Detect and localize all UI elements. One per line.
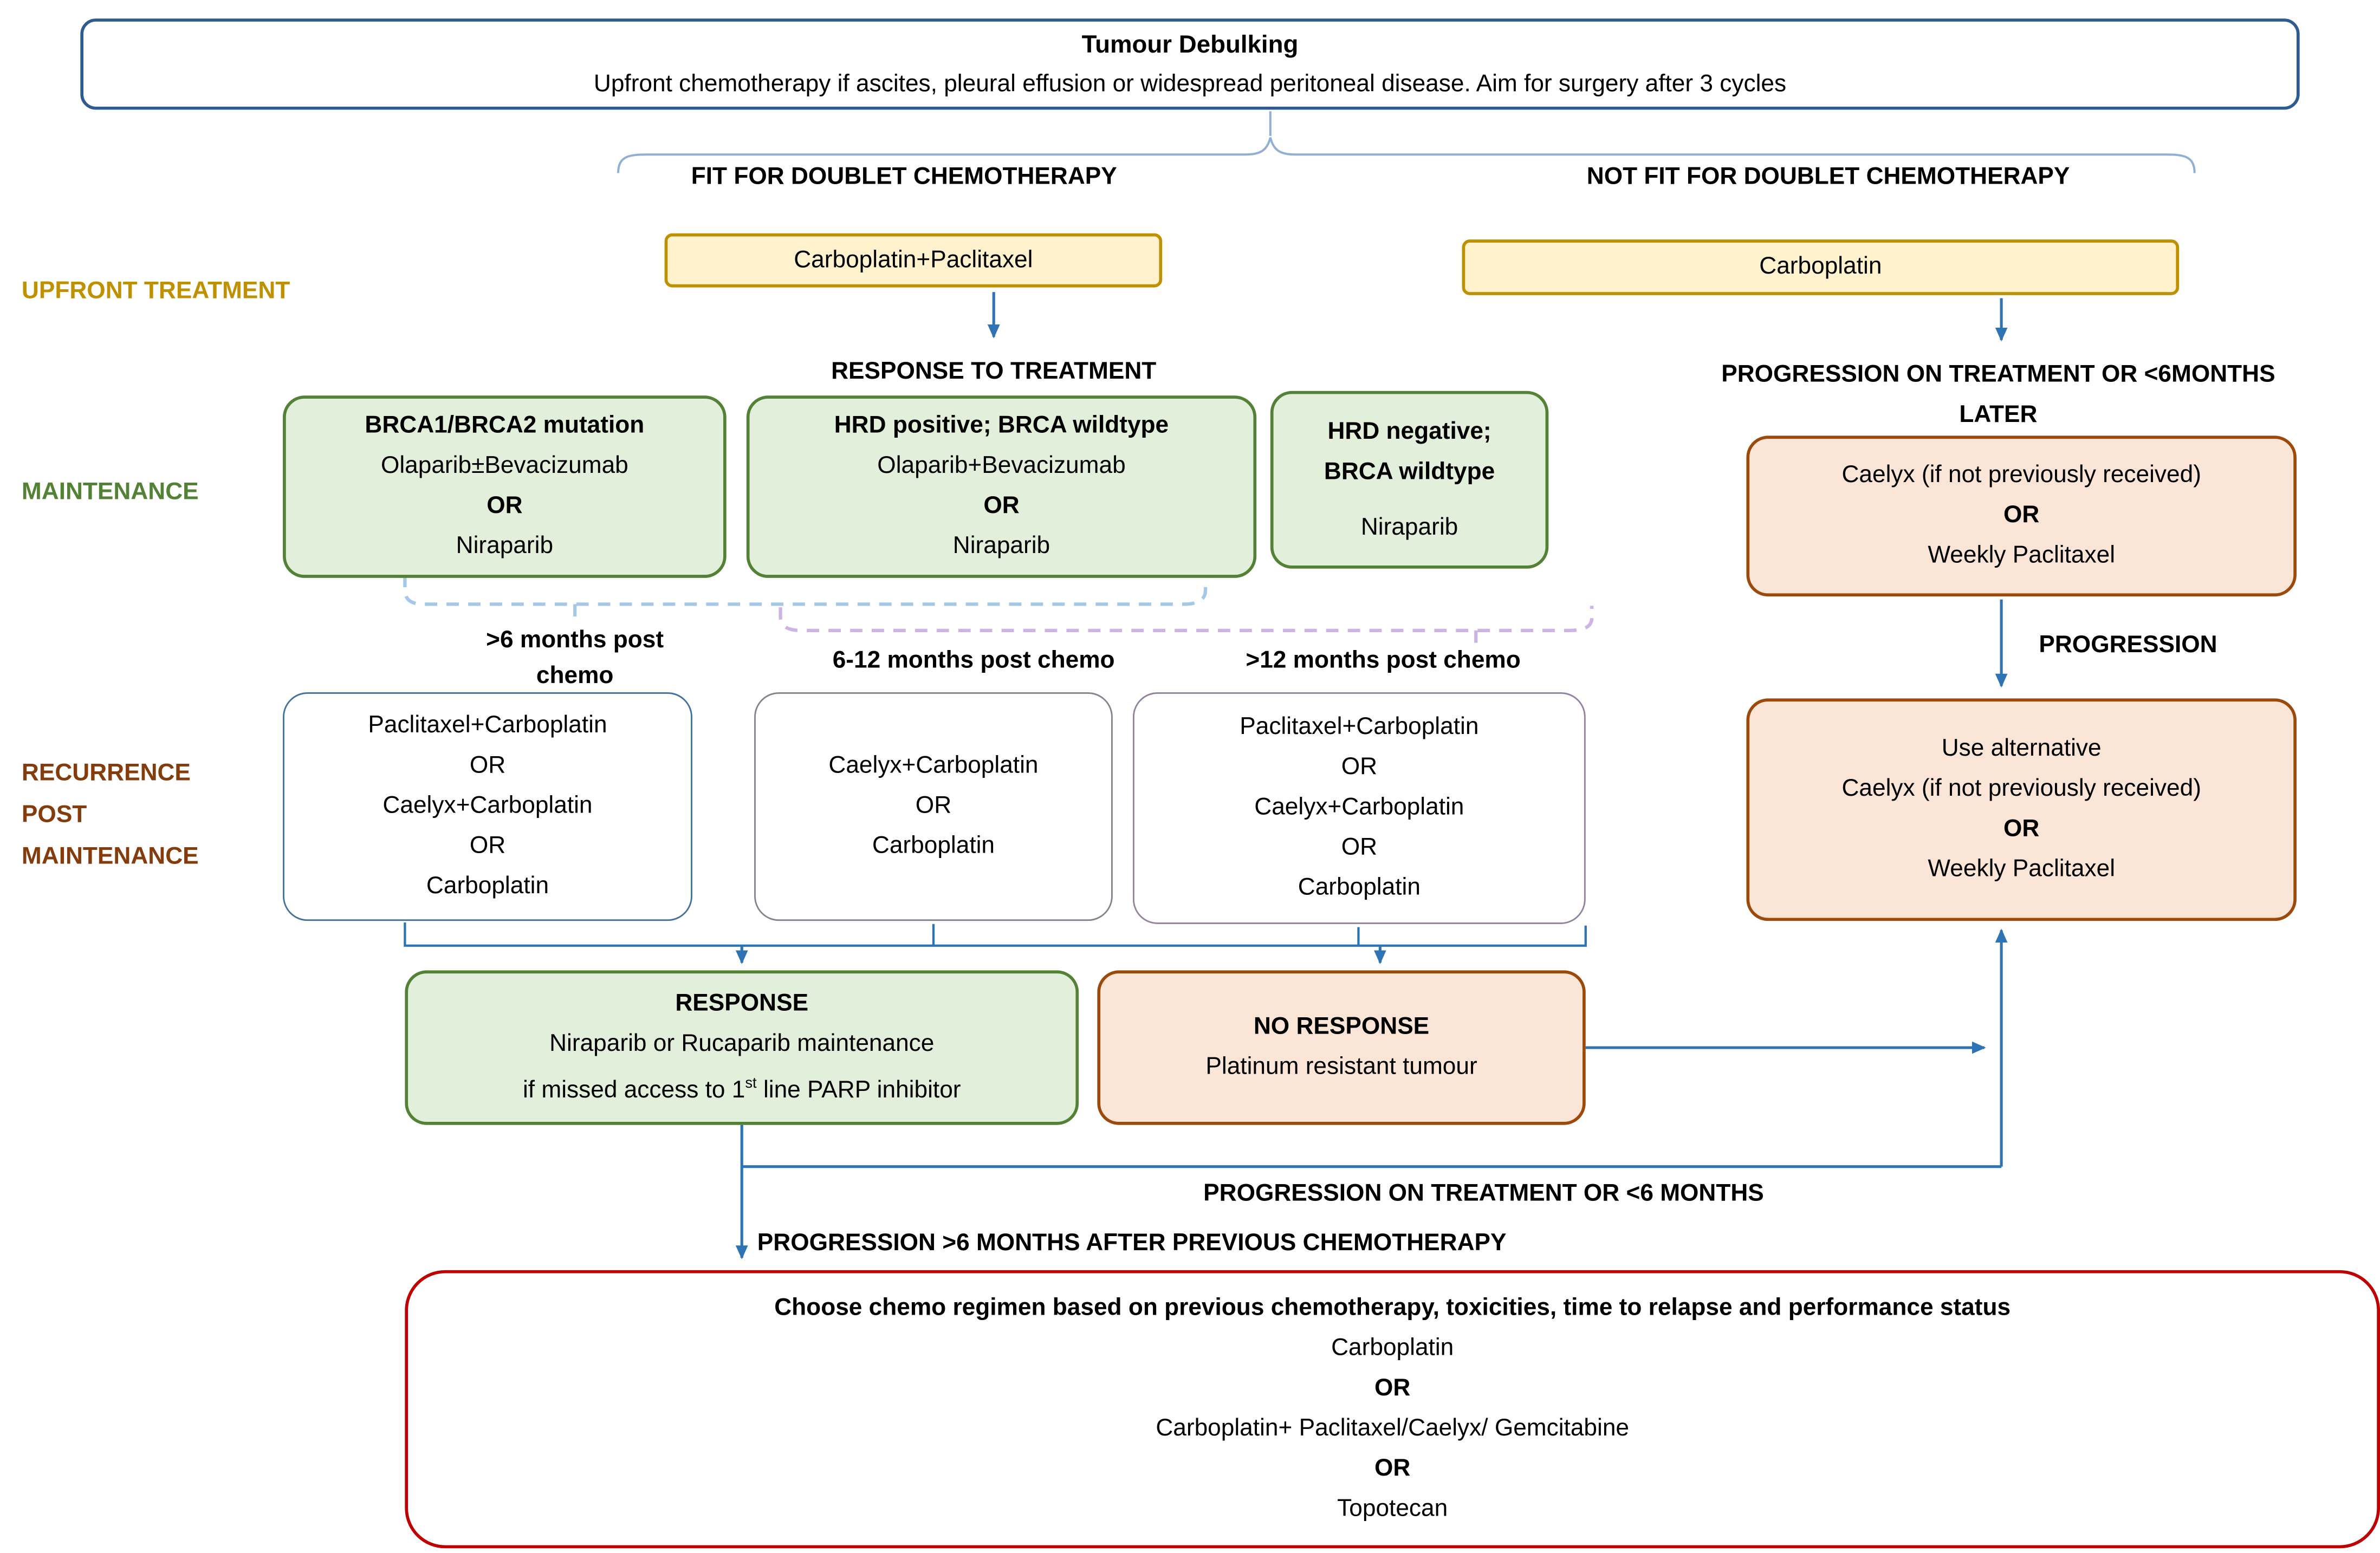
recurrence-box2-or: OR [915, 792, 952, 819]
progression-label: PROGRESSION [2039, 632, 2217, 659]
brca-box-line2: Olaparib±Bevacizumab [380, 452, 628, 479]
hrd-positive-box [747, 395, 1256, 578]
recurrence-box1-line1: Paclitaxel+Carboplatin [368, 712, 607, 739]
progression-lt6-header: PROGRESSION ON TREATMENT OR <6 MONTHS [1203, 1180, 1764, 1207]
response-line3-pre: if missed access to 1 [522, 1077, 745, 1103]
hrd-positive-or: OR [983, 492, 1020, 519]
row-label-recurrence [22, 752, 199, 878]
recurrence-box3-or2: OR [1341, 834, 1378, 861]
final-box-option3: Topotecan [1337, 1496, 1448, 1522]
hrd-negative-line3: Niraparib [1360, 514, 1458, 540]
hrd-negative-box [1270, 391, 1548, 569]
recurrence-box1-line5: Carboplatin [426, 873, 549, 900]
timing-gt6-label: >6 months post chemo [486, 627, 664, 690]
alternative-caelyx-box [1746, 698, 2297, 921]
recurrence-box3-or1: OR [1341, 754, 1378, 781]
final-box-option2: Carboplatin+ Paclitaxel/Caelyx/ Gemcitabine [1156, 1415, 1630, 1442]
hrd-negative-title1: HRD negative; [1327, 418, 1491, 445]
brca-box-or: OR [487, 492, 523, 519]
tumour-debulking-box [80, 18, 2299, 109]
recurrence-box-gt6 [283, 692, 692, 921]
recurrence-box3-line1: Paclitaxel+Carboplatin [1240, 713, 1479, 740]
final-box-option1: Carboplatin [1331, 1335, 1454, 1362]
timing-6to12-label: 6-12 months post chemo [832, 647, 1115, 674]
recurrence-box3-line5: Carboplatin [1298, 874, 1421, 901]
row-label-maintenance: MAINTENANCE [21, 479, 199, 505]
response-to-treatment-header: RESPONSE TO TREATMENT [831, 358, 1157, 385]
final-chemo-regimen-box [405, 1270, 2380, 1548]
dashed-blue-brace [405, 575, 1205, 604]
row-label-recurrence-line2: POST [21, 802, 87, 828]
recurrence-box2-line3: Carboplatin [872, 833, 995, 860]
dashed-purple-brace [781, 606, 1592, 631]
alternative-box-or: OR [2003, 816, 2040, 842]
timing-gt12-label: >12 months post chemo [1246, 647, 1521, 674]
carboplatin-paclitaxel-box [665, 233, 1163, 288]
row-label-upfront-treatment: UPFRONT TREATMENT [21, 278, 290, 304]
hrd-positive-line2: Olaparib+Bevacizumab [877, 452, 1126, 479]
no-response-box-title: NO RESPONSE [1253, 1013, 1430, 1040]
hrd-positive-line4: Niraparib [952, 533, 1050, 560]
brca-box-title: BRCA1/BRCA2 mutation [365, 412, 645, 439]
recurrence-box1-line3: Caelyx+Carboplatin [382, 792, 593, 819]
progression-gt6-header: PROGRESSION >6 MONTHS AFTER PREVIOUS CHEMOTHERAPY [757, 1230, 1507, 1257]
no-response-box [1097, 970, 1585, 1125]
not-fit-regimen-label: Carboplatin [1759, 253, 1882, 280]
hrd-positive-title: HRD positive; BRCA wildtype [834, 412, 1169, 439]
progression-on-treatment-header [1643, 355, 2353, 436]
recurrence-box3-line3: Caelyx+Carboplatin [1254, 794, 1464, 821]
tumour-debulking-title: Tumour Debulking [1081, 31, 1299, 58]
caelyx-box-line3: Weekly Paclitaxel [1928, 542, 2116, 569]
response-box-line2: Niraparib or Rucaparib maintenance [549, 1030, 935, 1057]
brca-box-line4: Niraparib [456, 533, 554, 560]
response-box-title: RESPONSE [675, 990, 809, 1017]
carboplatin-box [1462, 239, 2180, 295]
alternative-box-line4: Weekly Paclitaxel [1928, 856, 2116, 882]
alternative-box-line1: Use alternative [1941, 735, 2102, 762]
branch-fit-label: FIT FOR DOUBLET CHEMOTHERAPY [691, 164, 1117, 190]
recurrence-box2-line1: Caelyx+Carboplatin [828, 752, 1039, 779]
no-response-box-line2: Platinum resistant tumour [1205, 1054, 1477, 1080]
caelyx-box-line1: Caelyx (if not previously received) [1841, 462, 2201, 489]
fit-regimen-label: Carboplatin+Paclitaxel [794, 246, 1033, 273]
alternative-box-line2: Caelyx (if not previously received) [1841, 776, 2201, 802]
tumour-debulking-subtitle: Upfront chemotherapy if ascites, pleural effusion or widespread peritoneal disease. Aim for surgery after 3 cycles [593, 70, 1787, 97]
recurrence-box1-or1: OR [469, 752, 506, 779]
recurrence-bracket [405, 922, 1585, 946]
final-box-or2: OR [1374, 1455, 1411, 1482]
recurrence-box-6to12 [754, 692, 1113, 921]
caelyx-box-or: OR [2003, 502, 2040, 529]
recurrence-box-gt12 [1133, 692, 1586, 924]
progression-header-line2: LATER [1959, 401, 2038, 428]
progression-header-line1: PROGRESSION ON TREATMENT OR <6MONTHS [1721, 361, 2275, 388]
final-box-or1: OR [1374, 1375, 1411, 1402]
response-box-line3 [523, 1064, 961, 1111]
final-box-title: Choose chemo regimen based on previous chemotherapy, toxicities, time to relapse and performance status [774, 1295, 2011, 1321]
response-line3-sup: st [745, 1075, 757, 1093]
recurrence-box1-or2: OR [469, 833, 506, 860]
response-line3-post: line PARP inhibitor [756, 1077, 961, 1103]
branch-not-fit-label: NOT FIT FOR DOUBLET CHEMOTHERAPY [1586, 164, 2070, 190]
row-label-recurrence-line1: RECURRENCE [21, 760, 191, 787]
response-box [405, 970, 1079, 1125]
caelyx-box [1746, 436, 2297, 596]
row-label-recurrence-line3: MAINTENANCE [21, 843, 199, 870]
brca-mutation-box [283, 395, 727, 578]
hrd-negative-title2: BRCA wildtype [1324, 458, 1495, 485]
